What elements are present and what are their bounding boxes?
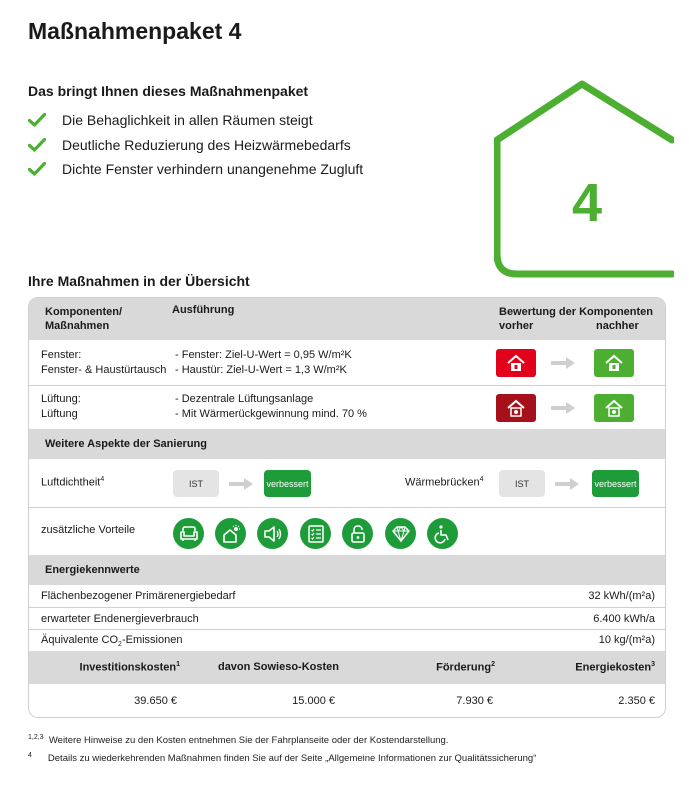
benefit-item <box>28 133 363 158</box>
measure-component-detail: Fenster- & Haustürtausch <box>41 364 167 376</box>
checkmark-icon <box>28 113 62 127</box>
airtightness-label: Luftdichtheit$^4$ <box>41 476 105 489</box>
benefit-text: Die Behaglichkeit in allen Räumen steigt <box>62 112 313 129</box>
house-outline-graphic <box>494 80 674 280</box>
rating-after-badge <box>594 349 634 377</box>
energy-row-label: Flächenbezogener Primärenergiebedarf <box>41 590 236 602</box>
page-title: Maßnahmenpaket 4 <box>28 18 242 44</box>
arrow-right-icon <box>551 402 575 417</box>
column-header-rating: Bewertung der Komponenten <box>499 306 654 318</box>
arrow-right-icon <box>229 478 253 493</box>
measure-component: Lüftung: <box>41 393 81 405</box>
airtightness-row <box>29 459 665 507</box>
house-icon <box>604 354 624 372</box>
speaker-icon <box>257 518 288 549</box>
checkmark-icon <box>28 162 62 176</box>
footnote-costs: $^{1,2,3}$ Weitere Hinweise zu den Kosten entnehmen Sie der Fahrplanseite oder der Kostendarstellung. <box>28 734 449 746</box>
benefit-text: Dichte Fenster verhindern unangenehme Zugluft <box>62 161 364 178</box>
checklist-icon <box>300 518 331 549</box>
column-header-component: Komponenten/ <box>45 306 122 318</box>
energy-values-heading: Energiekennwerte <box>45 564 140 576</box>
investment-costs-header: Investitionskosten$^1$ <box>79 661 180 674</box>
benefit-text: Deutliche Reduzierung des Heizwärmebedarfs <box>62 136 351 153</box>
energy-row-label: Äquivalente $CO_2$-Emissionen <box>41 634 183 649</box>
column-header-component-2: Maßnahmen <box>45 320 110 332</box>
overview-heading: Ihre Maßnahmen in der Übersicht <box>28 273 250 289</box>
measure-execution-detail: - Haustür: Ziel-U-Wert = 1,3 W/m²K <box>175 364 347 376</box>
measure-execution-detail: - Mit Wärmerückgewinnung mind. 70 % <box>175 408 367 420</box>
airtightness-ist-badge: IST <box>173 470 219 497</box>
energy-costs-header: Energiekosten$^3$ <box>575 661 655 674</box>
further-aspects-heading: Weitere Aspekte der Sanierung <box>45 438 207 450</box>
arrow-right-icon <box>551 357 575 372</box>
measure-component: Fenster: <box>41 349 82 361</box>
thermal-bridges-label: Wärmebrücken$^4$ <box>405 476 484 489</box>
funding-value: 7.930 € <box>456 695 493 707</box>
rating-before-badge <box>496 394 536 422</box>
table-header <box>29 298 665 340</box>
measure-component-detail: Lüftung <box>41 408 78 420</box>
anyway-costs-value: 15.000 € <box>292 695 335 707</box>
column-header-after: nachher <box>596 320 639 332</box>
footnote-quality: $^4$ Details zu wiederkehrenden Maßnahmen finden Sie auf der Seite „Allgemeine Informationen zur Qualitätssicherung“ <box>28 752 537 764</box>
further-aspects-header <box>29 429 665 459</box>
measure-row <box>29 340 665 385</box>
airtightness-improved-badge: verbessert <box>264 470 311 497</box>
thermal-bridges-improved-badge: verbessert <box>592 470 639 497</box>
arrow-right-icon <box>555 478 579 493</box>
energy-row-value: 6.400 kWh/a <box>593 613 655 625</box>
measure-execution: - Dezentrale Lüftungsanlage <box>175 393 314 405</box>
house-icon <box>506 354 526 372</box>
benefit-item <box>28 157 363 182</box>
column-header-execution: Ausführung <box>172 304 235 316</box>
anyway-costs-header: davon Sowieso-Kosten <box>217 661 339 673</box>
energy-row-value: 10 kg/(m²a) <box>598 634 655 646</box>
benefits-list <box>28 108 363 182</box>
additional-benefits-label: zusätzliche Vorteile <box>41 524 136 536</box>
energy-values-header <box>29 555 665 585</box>
rating-before-badge <box>496 349 536 377</box>
costs-values-row <box>29 684 665 718</box>
investment-costs-value: 39.650 € <box>134 695 177 707</box>
energy-row <box>29 629 665 651</box>
armchair-icon <box>173 518 204 549</box>
wheelchair-icon <box>427 518 458 549</box>
benefits-heading: Das bringt Ihnen dieses Maßnahmenpaket <box>28 83 309 99</box>
thermal-bridges-ist-badge: IST <box>499 470 545 497</box>
benefit-item <box>28 108 363 133</box>
funding-header: Förderung$^2$ <box>436 661 495 674</box>
checkmark-icon <box>28 138 62 152</box>
ventilation-house-icon <box>506 399 526 417</box>
costs-header <box>29 651 665 684</box>
energy-row <box>29 585 665 607</box>
sun-house-icon <box>215 518 246 549</box>
energy-costs-value: 2.350 € <box>618 695 655 707</box>
energy-row-label: erwarteter Endenergieverbrauch <box>41 613 199 625</box>
energy-row <box>29 607 665 629</box>
measures-table <box>28 297 666 718</box>
column-header-before: vorher <box>499 320 534 332</box>
energy-row-value: 32 kWh/(m²a) <box>588 590 655 602</box>
measure-execution: - Fenster: Ziel-U-Wert = 0,95 W/m²K <box>175 349 352 361</box>
package-number: 4 <box>571 173 603 233</box>
rating-after-badge <box>594 394 634 422</box>
ventilation-house-icon <box>604 399 624 417</box>
diamond-icon <box>385 518 416 549</box>
padlock-icon <box>342 518 373 549</box>
measure-row <box>29 385 665 429</box>
